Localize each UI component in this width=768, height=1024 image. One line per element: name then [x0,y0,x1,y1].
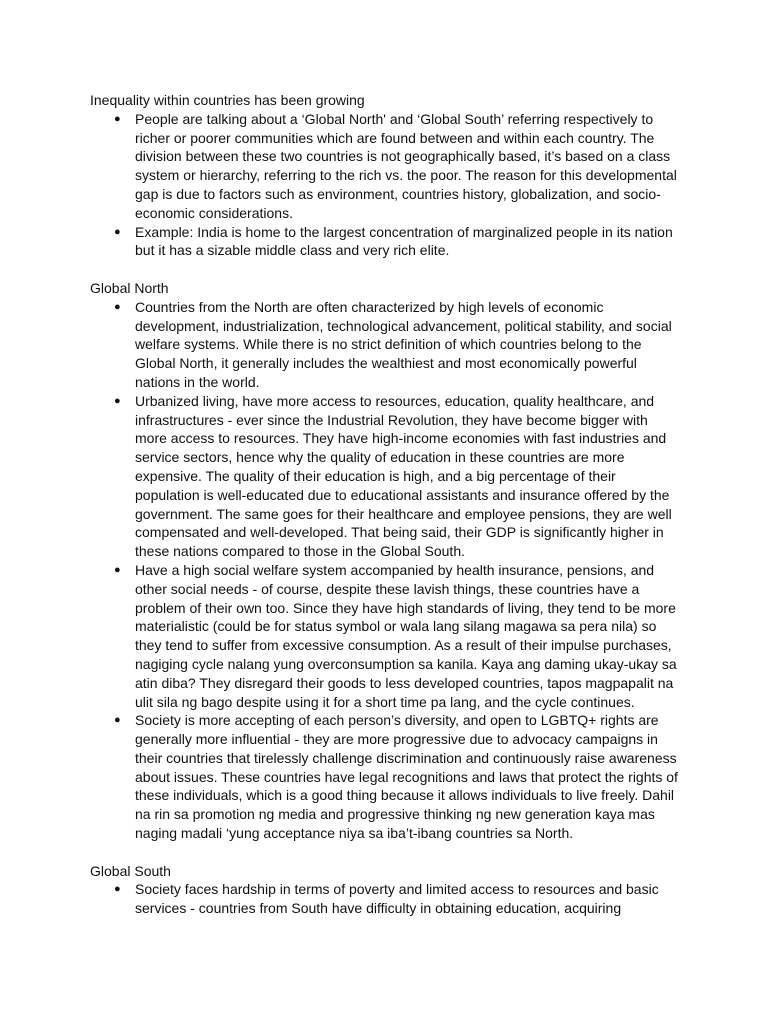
bullet-list [90,110,680,260]
list-item [90,561,680,711]
list-item [90,711,680,843]
list-item [90,880,680,918]
bullet-icon: ● [114,394,121,407]
section-heading: Global South [90,862,171,879]
bullet-icon: ● [114,225,121,238]
list-item-text: Have a high social welfare system accompanied by health insurance, pensions, and other social needs - of course, despite these lavish things, these countries have a problem of their own too. Since they have high standards of living, they tend to be more materialistic (could be for status symbol or wala lang silang magawa sa pera nila) so they tend to suffer from excessive consumption. As a result of their impulse purchases, nagiging cycle nalang yung overconsumption sa kanila. Kaya ang daming ukay-ukay sa atin diba? They disregard their goods to less developed countries, tapos magpapalit na ulit sila ng bago despite using it for a short time pa lang, and the cycle continues. [135,561,677,710]
document-page [90,91,680,918]
bullet-icon: ● [114,883,121,896]
list-item [90,298,680,392]
list-item-text: Society faces hardship in terms of poverty and limited access to resources and basic services - countries from South have difficulty in obtaining education, acquiring [135,881,659,917]
list-item-text: Urbanized living, have more access to resources, education, quality healthcare, and infrastructures - ever since the Industrial Revolution, they have become bigger with more access to resources. They have high-income economies with fast industries and service sectors, hence why the quality of education in these countries are more expensive. The quality of their education is high, and a big percentage of their population is well-educated due to educational assistants and insurance offered by the government. The same goes for their healthcare and employee pensions, they are well compensated and well-developed. That being said, their GDP is significantly higher in these nations compared to those in the Global South. [135,392,672,560]
list-item-text: Example: India is home to the largest concentration of marginalized people in its nation but it has a sizable middle class and very rich elite. [135,223,673,259]
section-global-south [90,862,680,918]
list-item-text: People are talking about a ‘Global North' and ‘Global South’ referring respectively to richer or poorer communities which are found between and within each country. The division between these two countries is not geographically based, it’s based on a class system or hierarchy, referring to the rich vs. the poor. The reason for this developmental gap is due to factors such as environment, countries history, globalization, and socio-economic considerations. [135,110,677,221]
list-item-text: Society is more accepting of each person’s diversity, and open to LGBTQ+ rights are generally more influential - they are more progressive due to advocacy campaigns in their countries that tirelessly challenge discrimination and continuously raise awareness about issues. These countries have legal recognitions and laws that protect the rights of these individuals, which is a good thing because it allows individuals to live freely. Dahil na rin sa promotion ng media and progressive thinking ng new generation kaya mas naging madali ‘yung acceptance niya sa iba’t-ibang countries sa North. [135,712,678,842]
list-item-text: Countries from the North are often characterized by high levels of economic development, industrialization, technological advancement, political stability, and social welfare systems. While there is no strict definition of which countries belong to the Global North, it generally includes the wealthiest and most economically powerful nations in the world. [135,298,672,390]
bullet-list [90,880,680,918]
list-item [90,223,680,261]
bullet-icon: ● [114,714,121,727]
list-item [90,392,680,561]
section-heading: Inequality within countries has been growing [90,92,365,108]
section-global-north [90,279,680,843]
bullet-icon: ● [114,112,121,125]
list-item [90,110,680,223]
bullet-icon: ● [114,300,121,313]
section-inequality [90,91,680,260]
bullet-list [90,298,680,843]
bullet-icon: ● [114,563,121,576]
section-heading: Global North [90,279,169,296]
